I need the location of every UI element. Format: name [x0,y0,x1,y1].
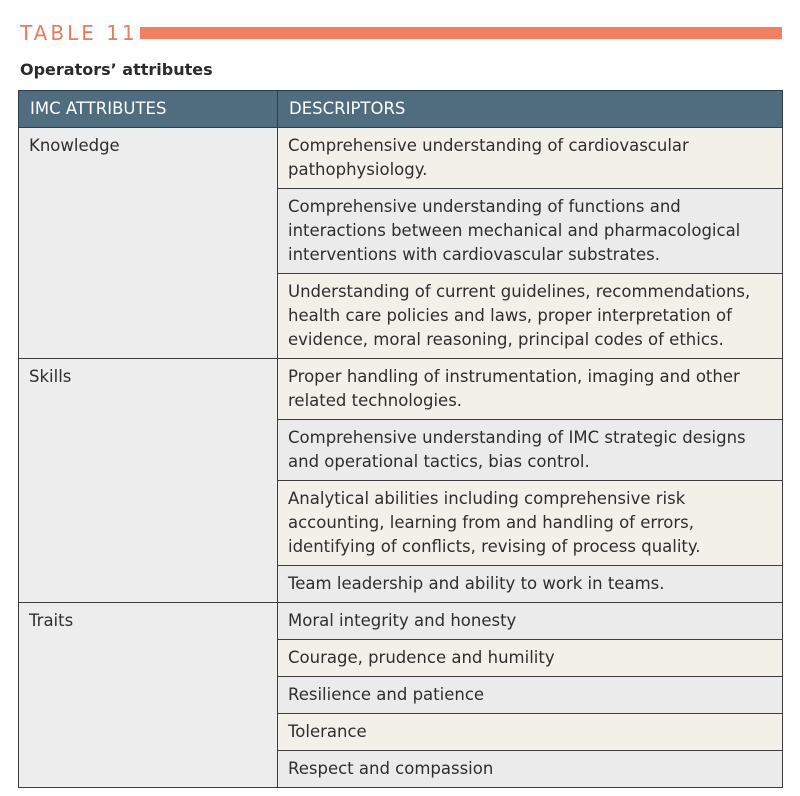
table-number-label: TABLE 11 [20,21,138,45]
descriptor-cell: Moral integrity and honesty [278,603,783,640]
descriptor-cell: Comprehensive understanding of IMC strategic designs and operational tactics, bias control. [278,420,783,481]
table-row [19,128,783,189]
attribute-cell-skills: Skills [19,359,278,603]
descriptor-cell: Analytical abilities including comprehensive risk accounting, learning from and handling of errors, identifying of conflicts, revising of process quality. [278,481,783,566]
descriptor-cell: Resilience and patience [278,677,783,714]
descriptor-cell: Tolerance [278,714,783,751]
descriptor-cell: Understanding of current guidelines, recommendations, health care policies and laws, proper interpretation of evidence, moral reasoning, principal codes of ethics. [278,274,783,359]
attributes-table [18,90,783,788]
table-caption: Operators’ attributes [20,60,213,79]
accent-bar [140,27,782,39]
column-header-descriptors: DESCRIPTORS [278,91,783,128]
table-row [19,359,783,420]
column-header-attributes: IMC ATTRIBUTES [19,91,278,128]
attribute-cell-knowledge: Knowledge [19,128,278,359]
descriptor-cell: Comprehensive understanding of cardiovascular pathophysiology. [278,128,783,189]
descriptor-cell: Team leadership and ability to work in teams. [278,566,783,603]
descriptor-cell: Proper handling of instrumentation, imaging and other related technologies. [278,359,783,420]
table-row [19,603,783,640]
table-header-row [19,91,783,128]
descriptor-cell: Respect and compassion [278,751,783,788]
descriptor-cell: Courage, prudence and humility [278,640,783,677]
descriptor-cell: Comprehensive understanding of functions and interactions between mechanical and pharmacological interventions with cardiovascular substrates. [278,189,783,274]
table-label-row [20,20,782,46]
attribute-cell-traits: Traits [19,603,278,788]
